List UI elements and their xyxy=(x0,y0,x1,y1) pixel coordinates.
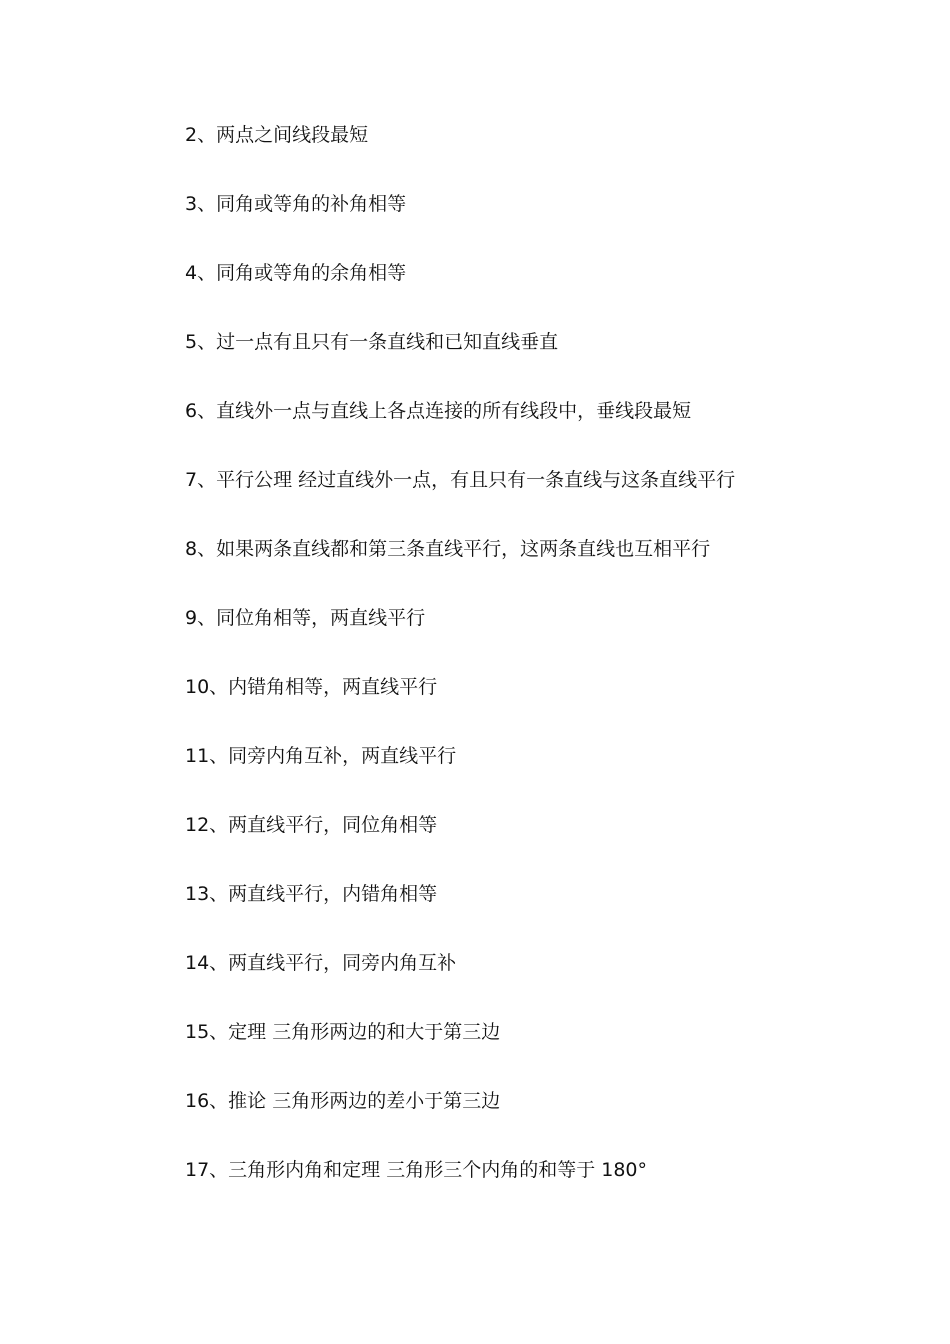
list-item: 4、同角或等角的余角相等 xyxy=(185,262,407,284)
list-item: 16、推论 三角形两边的差小于第三边 xyxy=(185,1090,501,1112)
list-item: 8、如果两条直线都和第三条直线平行，这两条直线也互相平行 xyxy=(185,538,711,560)
list-item: 7、平行公理 经过直线外一点，有且只有一条直线与这条直线平行 xyxy=(185,469,736,491)
list-item: 11、同旁内角互补，两直线平行 xyxy=(185,745,457,767)
list-item: 12、两直线平行，同位角相等 xyxy=(185,814,438,836)
list-item: 10、内错角相等，两直线平行 xyxy=(185,676,438,698)
list-item: 3、同角或等角的补角相等 xyxy=(185,193,407,215)
list-item: 2、两点之间线段最短 xyxy=(185,124,369,146)
list-item: 9、同位角相等，两直线平行 xyxy=(185,607,426,629)
list-item: 15、定理 三角形两边的和大于第三边 xyxy=(185,1021,501,1043)
list-item: 5、过一点有且只有一条直线和已知直线垂直 xyxy=(185,331,559,353)
list-item: 17、三角形内角和定理 三角形三个内角的和等于 180° xyxy=(185,1159,648,1181)
list-item: 14、两直线平行，同旁内角互补 xyxy=(185,952,457,974)
list-item: 13、两直线平行，内错角相等 xyxy=(185,883,438,905)
theorem-list xyxy=(185,119,735,1223)
list-item: 6、直线外一点与直线上各点连接的所有线段中，垂线段最短 xyxy=(185,400,692,422)
